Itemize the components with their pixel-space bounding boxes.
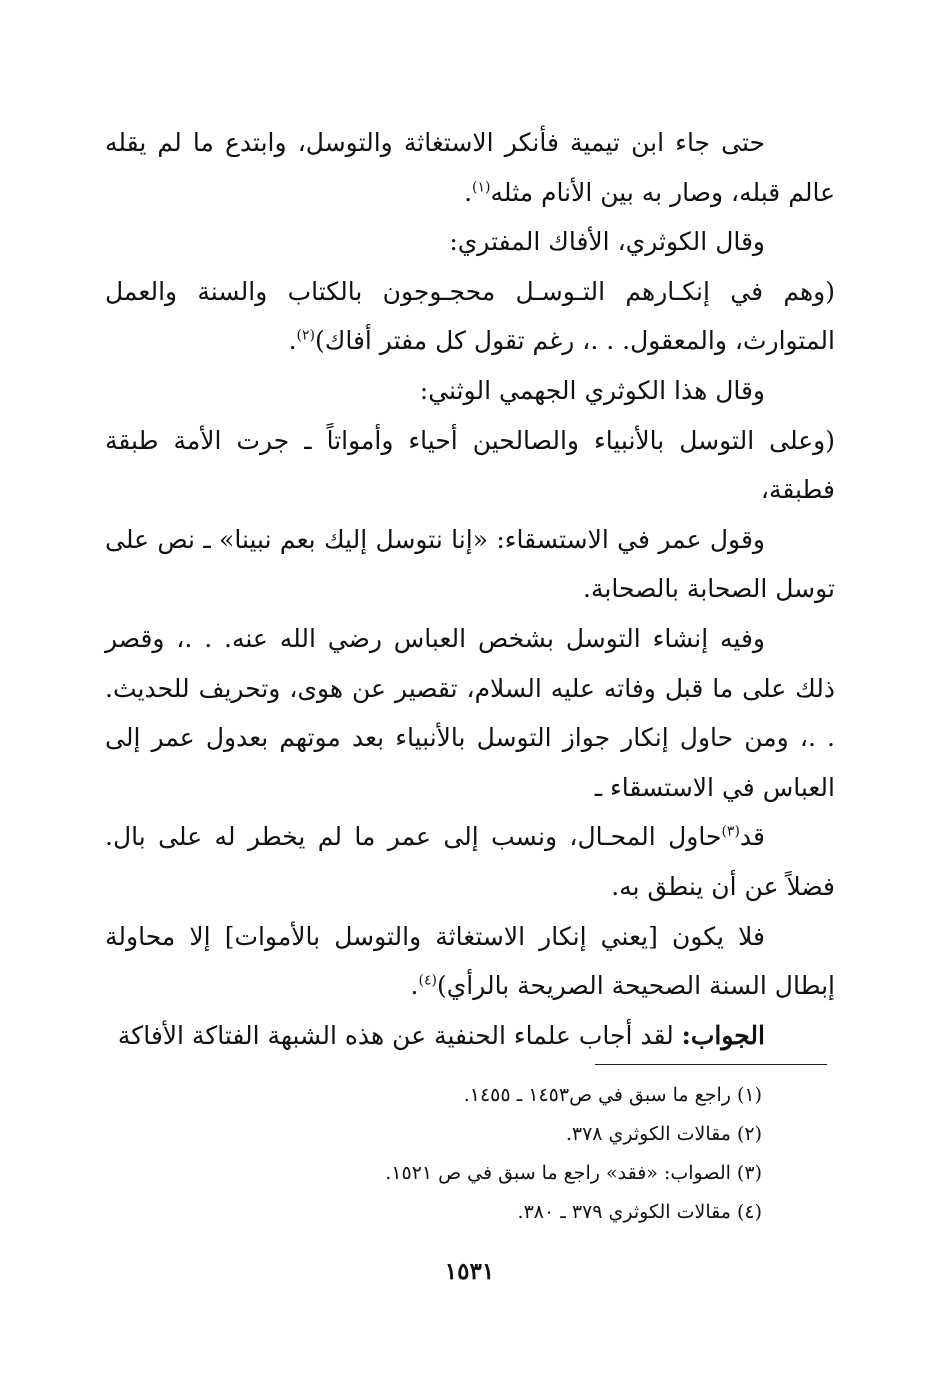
footnote-separator <box>595 1064 827 1065</box>
footnote-marker-2: (٢) <box>296 328 315 345</box>
paragraph-6: قد$^{(٣)}$حاول المحـال، ونسب إلى عمر ما لم يخطر له على بال. فضلاً عن أن ينطق به. <box>105 822 835 901</box>
footnote-4: (٤) مقالات الكوثري ٣٧٩ ـ ٣٨٠. <box>517 1201 762 1223</box>
footnote-2: (٢) مقالات الكوثري ٣٧٨. <box>565 1123 762 1145</box>
answer-label: الجواب: <box>681 1020 765 1050</box>
page-number: ١٥٣١ <box>444 1258 495 1285</box>
paragraph-4: وقول عمر في الاستسقاء: «إنا نتوسل إليك بعم نبينا» ـ نص على توسل الصحابة بالصحابة. <box>105 524 835 604</box>
footnote-3: (٣) الصواب: «فقد» راجع ما سبق في ص ١٥٢١. <box>385 1162 762 1184</box>
footnotes <box>200 1076 762 1232</box>
quote-paragraph-2: (وعلى التوسل بالأنبياء والصالحين أحياء وأمواتاً ـ جرت الأمة طبقة فطبقة، <box>105 425 835 505</box>
paragraph-3: وقال هذا الكوثري الجهمي الوثني: <box>419 375 765 405</box>
footnote-marker-3: (٣) <box>721 823 740 840</box>
footnote-marker-1: (١) <box>472 179 491 196</box>
paragraph-1: حتى جاء ابن تيمية فأنكر الاستغاثة والتوسل، وابتدع ما لم يقله عالم قبله، وصار به بين الأنام مثله$^{(١)}$. <box>105 128 835 207</box>
paragraph-5: وفيه إنشاء التوسل بشخص العباس رضي الله عنه. . .، وقصر ذلك على ما قبل وفاته عليه السلام، تقصير عن هوى، وتحريف للحديث. . .، ومن حاول إنكار جواز التوسل بالأنبياء بعد موتهم بعدول عمر إلى العباس في الاستسقاء ـ <box>105 623 835 802</box>
footnote-marker-4: (٤) <box>418 972 437 989</box>
main-text <box>105 118 835 1060</box>
footnote-1: (١) راجع ما سبق في ص١٤٥٣ ـ ١٤٥٥. <box>463 1084 762 1106</box>
quote-paragraph-1: (وهم في إنكـارهم التـوسـل محجـوجون بالكتاب والسنة والعمل المتوارث، والمعقول. . .، رغم تقول كل مفتر أفاك)$^{(٢)}$. <box>105 276 835 356</box>
paragraph-2: وقال الكوثري، الأفاك المفتري: <box>449 227 765 257</box>
paragraph-7: فلا يكون [يعني إنكار الاستغاثة والتوسل بالأموات] إلا محاولة إبطال السنة الصحيحة الصريحة بالرأي)$^{(٤)}$. <box>105 921 835 1001</box>
answer-paragraph: الجواب: لقد أجاب علماء الحنفية عن هذه الشبهة الفتاكة الأفاكة <box>117 1020 765 1050</box>
